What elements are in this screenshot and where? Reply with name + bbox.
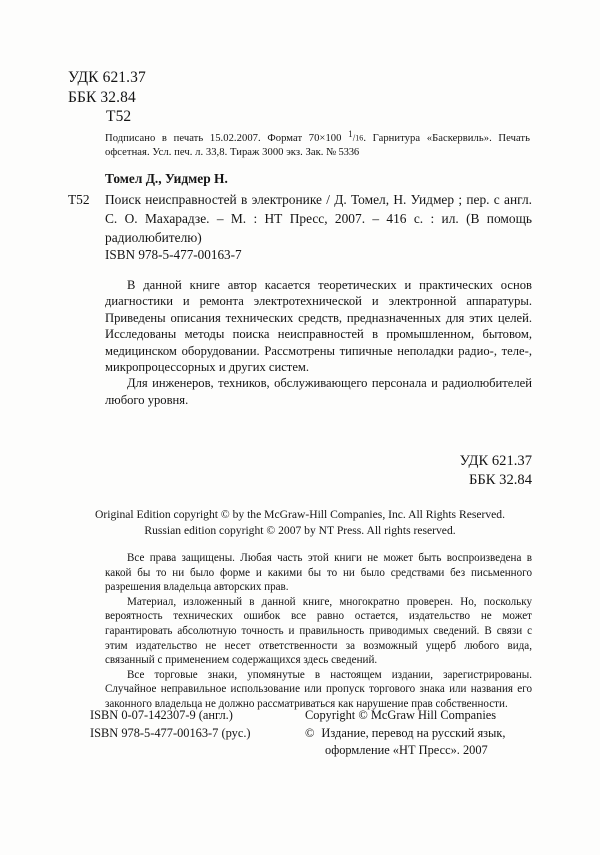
legal-paragraph: Все права защищены. Любая часть этой книги не может быть воспроизведена в какой бы то ни было форме и какими бы то ни было средствами без письменного разрешения владельца авторских прав. bbox=[105, 552, 532, 594]
annotation-paragraph: В данной книге автор касается теоретических и практических основ диагностики и ремонта электротехнической и электронной аппаратуры. Приведены описания технических средств, предназначенных для этих целей. Исследованы методы поиска неисправностей в промышленном, бытовом, медицинском оборудовании. Рассмотрены типичные неполадки радио-, теле-, микропроцессорных и других систем. bbox=[105, 278, 532, 375]
english-copyright-line-original: Original Edition copyright © by the McGraw-Hill Companies, Inc. All Rights Reserved. bbox=[94, 508, 505, 521]
fraction-numerator: 1 bbox=[348, 129, 353, 139]
imprint-line-rest: . Гарнитура «Баскервиль». Печать офсетная. Усл. печ. л. 33,8. Тираж 3000 экз. Зак. bbox=[105, 132, 530, 159]
classification-codes-bottom bbox=[460, 452, 532, 490]
english-copyright-notice bbox=[70, 507, 530, 538]
isbn-russian-edition: ISBN 978-5-477-00163-7 (рус.) bbox=[90, 725, 251, 740]
isbn-english-edition: ISBN 0-07-142307-9 (англ.) bbox=[90, 708, 233, 722]
legal-notice bbox=[105, 551, 532, 712]
udk-code-bottom: УДК 621.37 bbox=[459, 453, 532, 469]
order-number: № 5336 bbox=[326, 147, 359, 159]
fraction-denominator: 16 bbox=[355, 133, 364, 143]
copyright-mcgraw-line: Copyright © McGraw Hill Companies bbox=[305, 708, 497, 722]
authors-line: Томел Д., Уидмер Н. bbox=[105, 171, 228, 186]
imprint-line-start: Подписано в печать 15.02.2007. Формат 70×100 bbox=[105, 132, 349, 144]
copyright-russian-row bbox=[305, 725, 530, 743]
bbk-code-bottom: ББК 32.84 bbox=[469, 472, 532, 488]
udk-code-top: УДК 621.37 bbox=[68, 69, 146, 86]
annotation-text bbox=[105, 277, 532, 408]
legal-paragraph: Материал, изложенный в данной книге, многократно проверен. Но, поскольку вероятность технических ошибок все равно остается, издательство не может гарантировать абсолютную точность и правильность приводимых сведений. В связи с этим издательство не несет ответственности за возможный ущерб любого вида, связанный с применением содержащихся здесь сведений. bbox=[105, 595, 532, 667]
copyright-symbol-icon: © bbox=[305, 725, 315, 740]
bbk-code-top: ББК 32.84 bbox=[68, 88, 136, 106]
author-sign-code-top: Т52 bbox=[106, 108, 132, 125]
isbn-column bbox=[90, 707, 295, 742]
biblio-description: Поиск неисправностей в электронике / Д. Томел, Н. Уидмер ; пер. с англ. С. О. Махарадзе. – М. : НТ Пресс, 2007. – 416 с. : ил. (В помощь радиолюбителю) bbox=[105, 192, 532, 245]
annotation-paragraph: Для инженеров, техников, обслуживающего персонала и радиолюбителей любого уровня. bbox=[105, 376, 532, 407]
copyright-russian-line-2: оформление «НТ Пресс». 2007 bbox=[325, 743, 488, 758]
english-copyright-line-russian: Russian edition copyright © 2007 by NT Press. All rights reserved. bbox=[144, 523, 456, 537]
imprint-details bbox=[105, 127, 530, 161]
author-sign-code-biblio: Т52 bbox=[68, 192, 90, 207]
copyright-column bbox=[305, 707, 530, 760]
copyright-russian-line-1: Издание, перевод на русский язык, bbox=[321, 725, 506, 740]
classification-codes-top bbox=[68, 68, 146, 127]
bottom-columns bbox=[90, 707, 530, 760]
format-fraction: $^1/_{16}$ bbox=[348, 129, 364, 143]
isbn-primary: ISBN 978-5-477-00163-7 bbox=[105, 247, 242, 262]
bottom-isbn-copyright-block bbox=[90, 707, 530, 760]
legal-paragraph: Все торговые знаки, упомянутые в настоящем издании, зарегистрированы. Случайное неправильное использование или пропуск торгового знака или названия его законного владельца не должно рассматриваться как нарушение прав собственности. bbox=[105, 668, 532, 710]
